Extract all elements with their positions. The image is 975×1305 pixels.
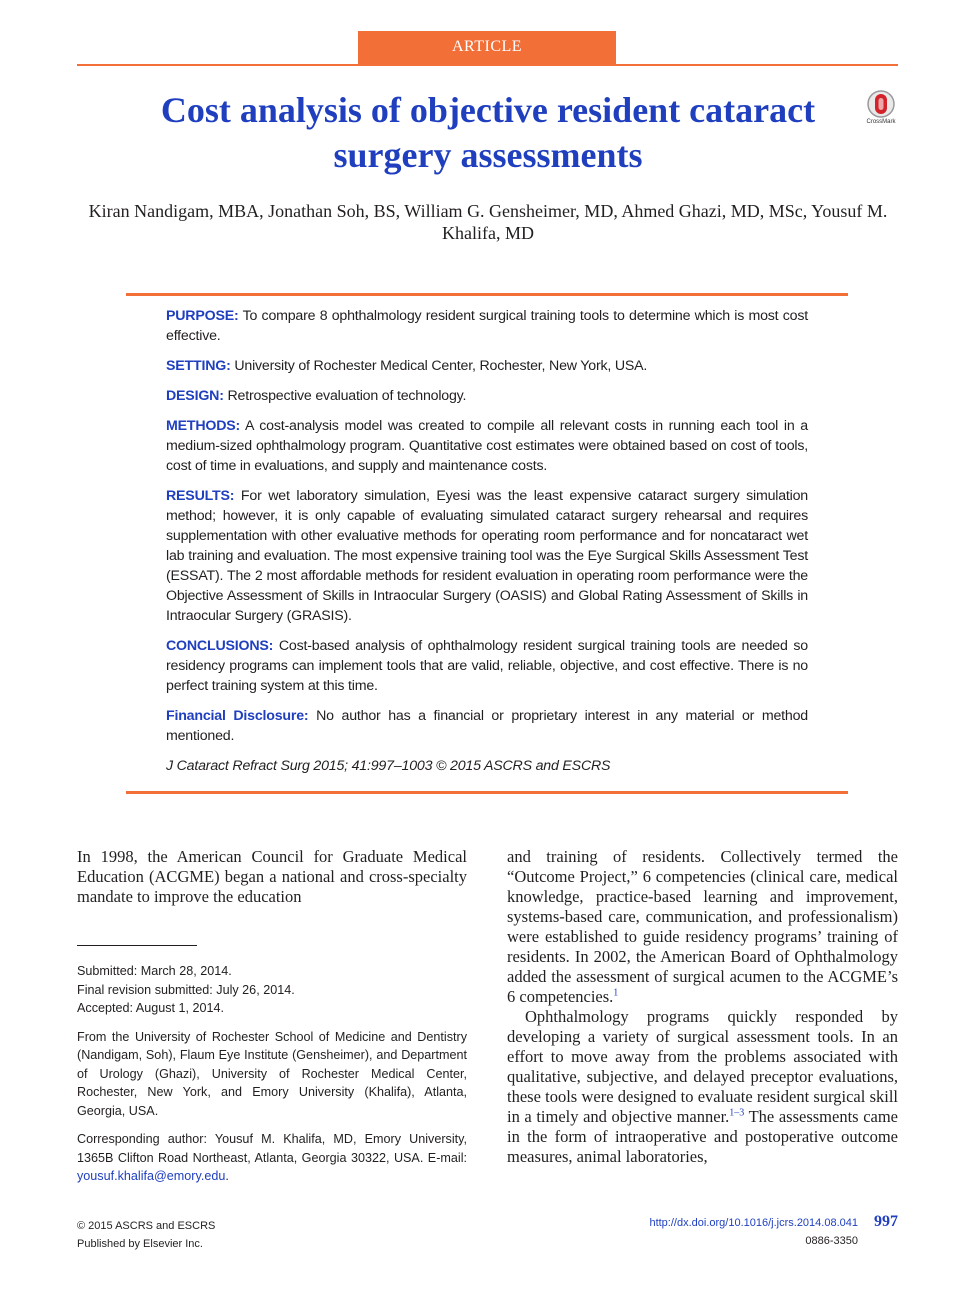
footnotes — [77, 962, 467, 1196]
results-label: RESULTS: — [166, 488, 235, 504]
journal-citation: J Cataract Refract Surg 2015; 41:997–1003 © 2015 ASCRS and ESCRS — [166, 758, 611, 774]
footer-left — [77, 1217, 215, 1253]
author-list: Kiran Nandigam, MBA, Jonathan Soh, BS, William G. Gensheimer, MD, Ahmed Ghazi, MD, MSc, Yousuf M. Khalifa, MD — [88, 201, 888, 243]
body-intro-paragraph: In 1998, the American Council for Graduate Medical Education (ACGME) began a national and cross-specialty mandate to improve the education — [77, 847, 467, 906]
abstract-purpose — [166, 306, 808, 346]
body-paragraph — [507, 847, 898, 1007]
abstract-top-rule — [126, 293, 848, 296]
revised-date: Final revision submitted: July 26, 2014. — [77, 982, 295, 997]
header-rule — [77, 64, 898, 66]
crossmark-label: CrossMark — [866, 119, 896, 125]
body-left-column — [77, 847, 467, 907]
abstract-conclusions — [166, 636, 808, 696]
abstract-disclosure — [166, 706, 808, 746]
accepted-date: Accepted: August 1, 2014. — [77, 1001, 225, 1015]
doi-link[interactable]: http://dx.doi.org/10.1016/j.jcrs.2014.08.041 — [649, 1217, 858, 1229]
assessments-text: The assessments came in the form of intraoperative and postoperative outcome measures, animal laboratories, — [507, 1107, 898, 1166]
methods-text: A cost-analysis model was created to compile all relevant costs in running each tool in a medium-sized ophthalmology program. Quantitative cost estimates were obtained based on cost of tools, cost of time in evaluations, and supply and maintenance costs. — [166, 418, 808, 474]
abstract-methods — [166, 416, 808, 476]
corresponding-text: Corresponding author: Yousuf M. Khalifa, MD, Emory University, 1365B Clifton Road Northeast, Atlanta, Georgia 30322, USA. E-mail: — [77, 1132, 467, 1165]
abstract-bottom-rule — [126, 791, 848, 794]
email-period: . — [225, 1169, 229, 1183]
citation-link[interactable]: 1 — [613, 987, 619, 999]
submitted-date: Submitted: March 28, 2014. — [77, 964, 232, 978]
abstract-setting — [166, 356, 808, 376]
affiliation-note: From the University of Rochester School of Medicine and Dentistry (Nandigam, Soh), Flaum Eye Institute (Gensheimer), and Department of Urology (Ghazi), University of Rochester Medical Center, Rochester, New York, and Emory University (Khalifa), Atlanta, Georgia, USA. — [77, 1029, 467, 1118]
purpose-label: PURPOSE: — [166, 308, 239, 324]
abstract-design — [166, 386, 808, 406]
methods-label: METHODS: — [166, 418, 241, 434]
page-number: 997 — [874, 1213, 898, 1230]
programs-text: Ophthalmology programs quickly responded by developing a variety of surgical assessment tools. In an effort to move away from the problems associated with qualitative, subjective, and delayed preceptor evaluations, these tools were designed to evaluate resident surgical skill in a timely and objective manner. — [507, 1007, 898, 1126]
footnote-rule — [77, 945, 197, 946]
footer-publisher: Published by Elsevier Inc. — [77, 1238, 203, 1250]
article-title: Cost analysis of objective resident cataract surgery assessments — [160, 90, 816, 175]
citation-link[interactable]: 1–3 — [729, 1107, 745, 1119]
abstract — [166, 306, 808, 786]
body-right-column — [507, 847, 898, 1167]
purpose-text: To compare 8 ophthalmology resident surgical training tools to determine which is most cost effective. — [166, 308, 808, 344]
disclosure-text: No author has a financial or proprietary interest in any material or method mentioned. — [166, 708, 808, 744]
setting-text: University of Rochester Medical Center, Rochester, New York, USA. — [230, 358, 648, 374]
article-tag: ARTICLE — [451, 38, 523, 55]
conclusions-label: CONCLUSIONS: — [166, 638, 274, 654]
footer-copyright: © 2015 ASCRS and ESCRS — [77, 1220, 216, 1232]
issn: 0886-3350 — [805, 1235, 858, 1247]
corresponding-author — [77, 1130, 467, 1186]
conclusions-text: Cost-based analysis of ophthalmology resident surgical training tools are needed so residency programs can implement tools that are valid, reliable, objective, and cost effective. There is no perfect training system at this time. — [166, 638, 808, 694]
email-link[interactable]: yousuf.khalifa@emory.edu — [77, 1169, 226, 1183]
design-label: DESIGN: — [166, 388, 224, 404]
abstract-results — [166, 486, 808, 626]
design-text: Retrospective evaluation of technology. — [223, 388, 467, 404]
setting-label: SETTING: — [166, 358, 231, 374]
outcome-project-text: and training of residents. Collectively termed the “Outcome Project,” 6 competencies (clinical care, medical knowledge, practice-based learning and improvement, systems-based care, communication, and professionalism) were established to guide residency programs’ training of residents. In 2002, the American Board of Ophthalmology added the assessment of surgical acumen to the ACGME’s 6 competencies. — [507, 847, 898, 1006]
body-paragraph — [507, 1007, 898, 1167]
disclosure-label: Financial Disclosure: — [166, 708, 309, 724]
results-text: For wet laboratory simulation, Eyesi was the least expensive cataract surgery simulation method; however, it is only capable of evaluating simulated cataract surgery rehearsal and requires supplementation with other evaluative methods for operating room performance and for noncataract wet lab training and evaluation. The most expensive training tool was the Eye Surgical Skills Assessment Test (ESSAT). The 2 most affordable methods for resident evaluation in operating room performance were the Objective Assessment of Skills in Intraocular Surgery (OASIS) and Global Rating Assessment of Skills in Intraocular Surgery (GRASIS). — [166, 488, 808, 624]
